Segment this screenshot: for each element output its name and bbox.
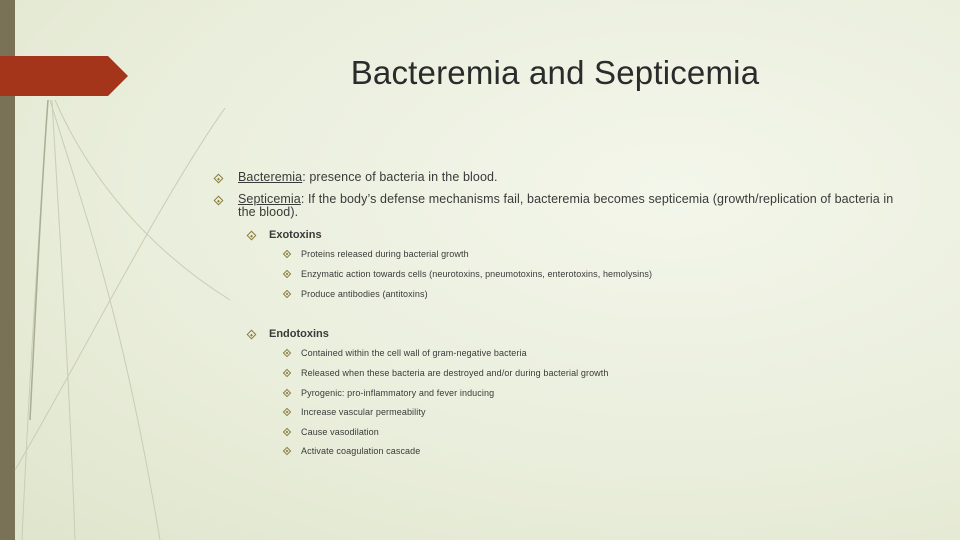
term-bacteremia: Bacteremia (238, 170, 303, 184)
diamond-bullet-icon (283, 447, 291, 455)
list-item: Produce antibodies (antitoxins) (284, 289, 428, 299)
list-item: Cause vasodilation (284, 427, 379, 437)
list-item: Activate coagulation cascade (284, 446, 420, 456)
diamond-bullet-icon (247, 330, 257, 340)
diamond-bullet-icon (283, 428, 291, 436)
diamond-bullet-icon (283, 349, 291, 357)
list-item: Proteins released during bacterial growth (284, 249, 469, 259)
list-item: Released when these bacteria are destroyed and/or during bacterial growth (284, 368, 608, 378)
bullet-bacteremia (215, 171, 915, 184)
diamond-bullet-icon (283, 369, 291, 377)
list-item: Contained within the cell wall of gram-negative bacteria (284, 348, 527, 358)
list-item: Pyrogenic: pro-inflammatory and fever inducing (284, 388, 494, 398)
diamond-bullet-icon (214, 196, 224, 206)
term-septicemia: Septicemia (238, 192, 301, 206)
diamond-bullet-icon (283, 408, 291, 416)
diamond-bullet-icon (283, 290, 291, 298)
heading-exotoxins: Exotoxins (248, 229, 322, 241)
diamond-bullet-icon (283, 389, 291, 397)
list-item: Enzymatic action towards cells (neurotoxins, pneumotoxins, enterotoxins, hemolysins) (284, 269, 652, 279)
bullet-septicemia (215, 193, 905, 219)
definition-bacteremia: : presence of bacteria in the blood. (302, 170, 498, 184)
definition-septicemia: : If the body’s defense mechanisms fail, bacteremia becomes septicemia (growth/replication of bacteria in the blood). (238, 192, 894, 219)
slide-title: Bacteremia and Septicemia (350, 54, 760, 91)
diamond-bullet-icon (283, 250, 291, 258)
diamond-bullet-icon (247, 231, 257, 241)
heading-endotoxins: Endotoxins (248, 328, 329, 340)
diamond-bullet-icon (214, 174, 224, 184)
list-item: Increase vascular permeability (284, 407, 426, 417)
diamond-bullet-icon (283, 270, 291, 278)
